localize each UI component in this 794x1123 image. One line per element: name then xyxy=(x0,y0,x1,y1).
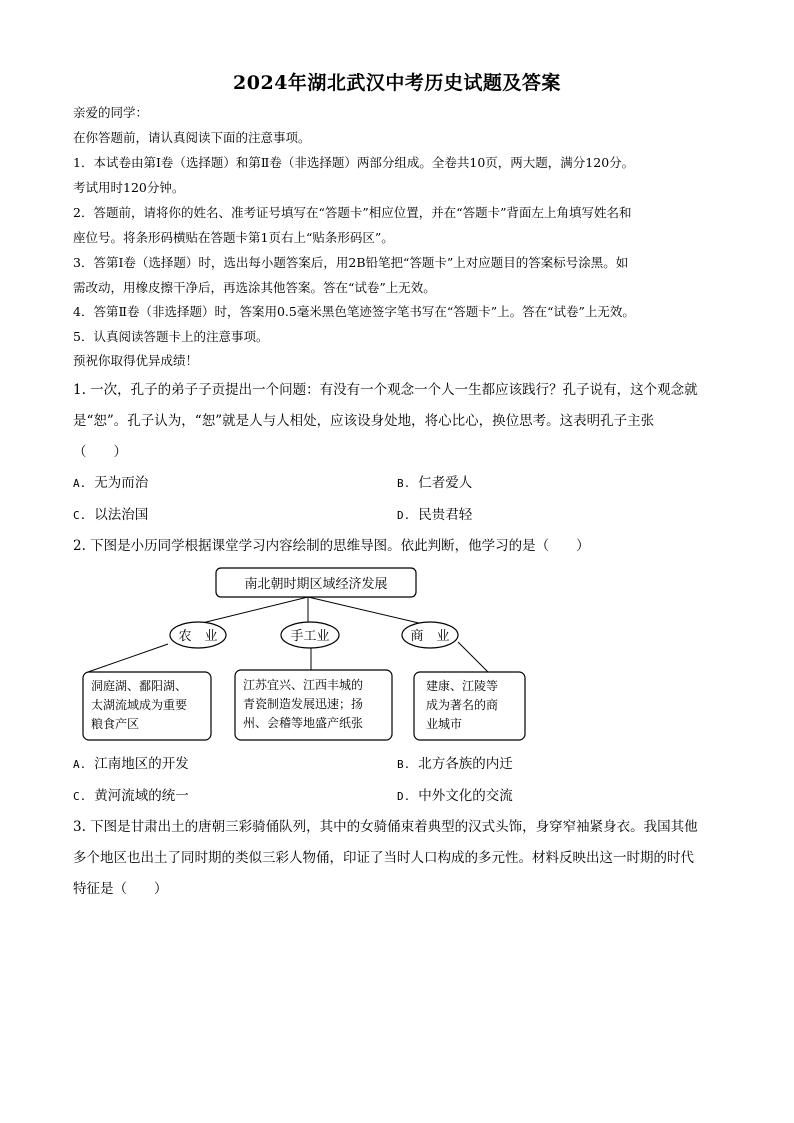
option-text: 中外文化的交流 xyxy=(418,788,513,804)
note-line: 需改动，用橡皮擦干净后，再选涂其他答案。答在“试卷”上无效。 xyxy=(73,280,436,295)
option-letter: B. xyxy=(397,758,411,771)
instructions-lead: 在你答题前，请认真阅读下面的注意事项。 xyxy=(73,130,311,145)
option-letter: A. xyxy=(73,477,87,490)
question-2-text: 2. 下图是小历同学根据课堂学习内容绘制的思维导图。依此判断，他学习的是（ ） xyxy=(73,538,590,554)
option-b[interactable] xyxy=(397,473,472,494)
note-line: 考试用时120分钟。 xyxy=(73,180,185,195)
detail-agriculture-line: 太湖流域成为重要 xyxy=(91,698,188,712)
option-text: 民贵君轻 xyxy=(418,507,473,523)
option-letter: C. xyxy=(73,790,87,803)
mind-map-diagram xyxy=(78,562,538,744)
option-text: 仁者爱人 xyxy=(418,475,473,491)
note-line: 5．认真阅读答题卡上的注意事项。 xyxy=(73,329,269,344)
note-line: 3．答第Ⅰ卷（选择题）时，选出每小题答案后，用2B铅笔把“答题卡”上对应题目的答案标号涂黑。如 xyxy=(73,255,629,270)
note-line: 1．本试卷由第Ⅰ卷（选择题）和第Ⅱ卷（非选择题）两部分组成。全卷共10页，两大题，满分120分。 xyxy=(73,155,635,170)
branch-handicraft-label: 手工业 xyxy=(290,629,330,644)
detail-handicraft-line: 青瓷制造发展迅速；扬 xyxy=(243,697,364,711)
detail-agriculture-line: 洞庭湖、鄱阳湖、 xyxy=(91,679,188,693)
detail-handicraft-line: 江苏宜兴、江西丰城的 xyxy=(243,678,364,692)
option-text: 无为而治 xyxy=(94,475,149,491)
question-1-text: 1. 一次，孔子的弟子子贡提出一个问题：有没有一个观念一个人一生都应该践行？孔子说有，这个观念就 xyxy=(73,382,698,398)
option-letter: A. xyxy=(73,758,87,771)
question-1-blank: （ ） xyxy=(73,444,127,460)
detail-handicraft-line: 州、会稽等地盛产纸张 xyxy=(243,716,364,730)
greeting: 亲爱的同学： xyxy=(73,105,149,120)
branch-agriculture-label: 农 业 xyxy=(178,629,218,644)
option-letter: C. xyxy=(73,509,87,522)
option-b[interactable] xyxy=(397,754,513,775)
option-text: 以法治国 xyxy=(94,507,149,523)
note-line: 2．答题前，请将你的姓名、准考证号填写在“答题卡”相应位置，并在“答题卡”背面左上角填写姓名和 xyxy=(73,205,632,220)
question-3-text: 3. 下图是甘肃出土的唐朝三彩骑俑队列，其中的女骑俑束着典型的汉式头饰，身穿窄袖紧身衣。我国其他 xyxy=(73,819,698,835)
option-letter: D. xyxy=(397,509,411,522)
branch-commerce-label: 商 业 xyxy=(410,629,450,644)
mind-map-root-label: 南北朝时期区域经济发展 xyxy=(244,577,388,592)
option-a[interactable] xyxy=(73,754,189,775)
detail-commerce-line: 成为著名的商 xyxy=(426,698,499,712)
option-d[interactable] xyxy=(397,505,472,526)
detail-commerce-line: 建康、江陵等 xyxy=(426,679,499,693)
option-text: 黄河流域的统一 xyxy=(94,788,189,804)
question-3-text: 多个地区也出土了同时期的类似三彩人物俑，印证了当时人口构成的多元性。材料反映出这一时期的时代 xyxy=(73,850,694,866)
note-line: 4．答第Ⅱ卷（非选择题）时，答案用0.5毫米黑色笔迹签字笔书写在“答题卡”上。答在“试卷”上无效。 xyxy=(73,304,635,319)
question-3-text: 特征是（ ） xyxy=(73,881,168,897)
option-c[interactable] xyxy=(73,505,148,526)
option-d[interactable] xyxy=(397,786,513,807)
wish-line: 预祝你取得优异成绩！ xyxy=(73,353,199,368)
page-title: 2024年湖北武汉中考历史试题及答案 xyxy=(233,72,561,94)
note-line: 座位号。将条形码横贴在答题卡第1页右上“贴条形码区”。 xyxy=(73,230,394,245)
option-letter: D. xyxy=(397,790,411,803)
option-c[interactable] xyxy=(73,786,189,807)
detail-agriculture-line: 粮食产区 xyxy=(91,717,140,731)
option-text: 江南地区的开发 xyxy=(94,756,189,772)
option-text: 北方各族的内迁 xyxy=(418,756,513,772)
question-1-text: 是“恕”。孔子认为，“恕”就是人与人相处，应该设身处地，将心比心，换位思考。这表明孔子主张 xyxy=(73,413,655,429)
option-a[interactable] xyxy=(73,473,148,494)
detail-commerce-line: 业城市 xyxy=(426,717,463,731)
option-letter: B. xyxy=(397,477,411,490)
